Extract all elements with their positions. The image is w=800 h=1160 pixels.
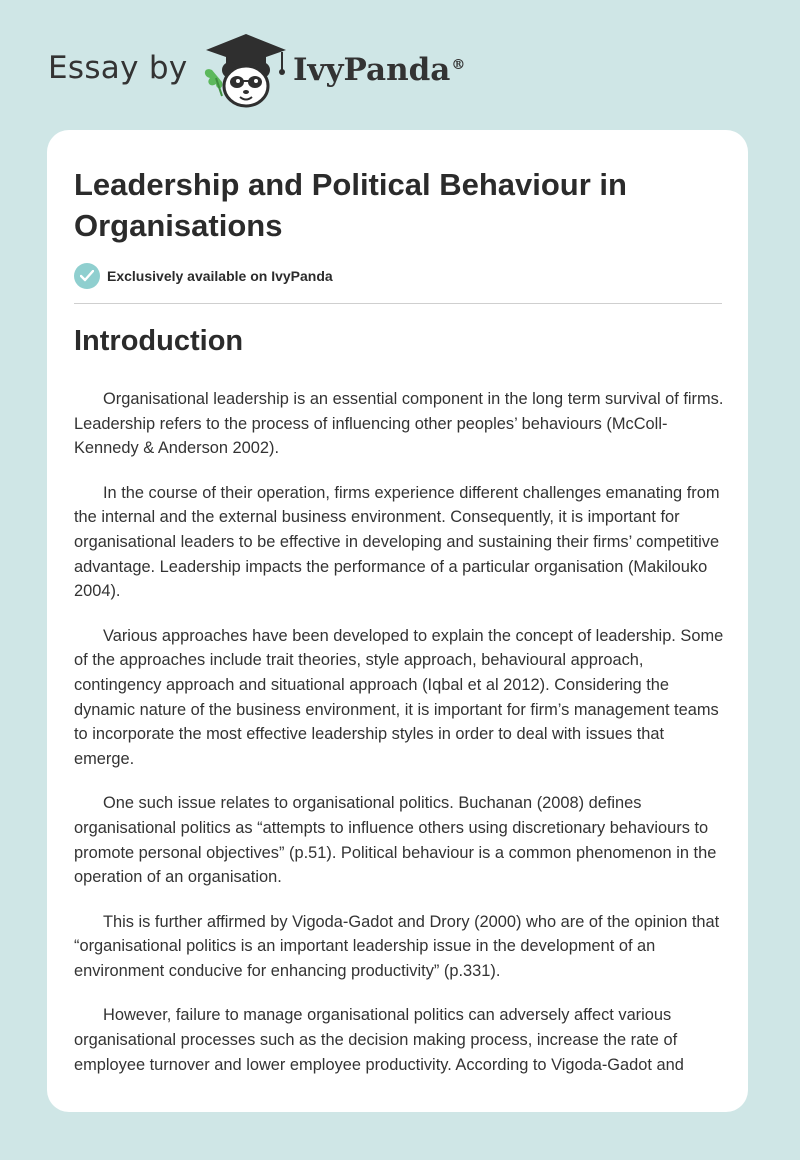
site-header: [48, 30, 508, 110]
check-icon: [74, 263, 100, 289]
paragraph: Various approaches have been developed to explain the concept of leadership. Some of the approaches include trait theories, style approach, behavioural approach, contingency approach and situational approach (Iqbal et al 2012). Considering the dynamic nature of the business environment, it is important for firm’s management teams to incorporate the most effective leadership styles in order to deal with issues that emerge.: [74, 626, 724, 768]
paragraph: In the course of their operation, firms experience different challenges emanating from the internal and the external business environment. Consequently, it is important for organisational leaders to be effective in developing and sustaining their firms’ competitive advantage. Leadership impacts the performance of a particular organisation (Makilouko 2004).: [74, 483, 720, 601]
brand-logo-text[interactable]: [293, 52, 465, 88]
paragraph: However, failure to manage organisational politics can adversely affect various organisational processes such as the decision making process, increase the rate of employee turnover and lower employee productivity. According to Vigoda-Gadot and: [74, 1006, 684, 1074]
brand-name: IvyPanda: [293, 52, 451, 88]
section-heading: Introduction: [74, 325, 244, 357]
exclusive-badge: [74, 263, 333, 289]
essay-by-label: Essay by: [48, 50, 188, 86]
divider: [74, 303, 722, 304]
panda-logo-icon[interactable]: [200, 30, 292, 110]
registered-mark: ®: [451, 56, 466, 73]
essay-body: [74, 387, 726, 1097]
essay-title: Leadership and Political Behaviour in Organisations: [74, 167, 627, 243]
paragraph: This is further affirmed by Vigoda-Gadot and Drory (2000) who are of the opinion that “organisational politics is an important leadership issue in the development of an environment conducive for enhancing productivity” (p.331).: [74, 912, 720, 980]
paragraph: Organisational leadership is an essential component in the long term survival of firms. Leadership refers to the process of influencing other peoples’ behaviours (McColl-Kennedy & Anderson 2002).: [74, 390, 724, 458]
paragraph: One such issue relates to organisational politics. Buchanan (2008) defines organisational politics as “attempts to influence others using discretionary behaviours to promote personal objectives” (p.51). Political behaviour is a common phenomenon in the operation of an organisation.: [74, 794, 717, 887]
essay-card: [47, 130, 748, 1112]
exclusive-badge-label: Exclusively available on IvyPanda: [107, 268, 333, 284]
